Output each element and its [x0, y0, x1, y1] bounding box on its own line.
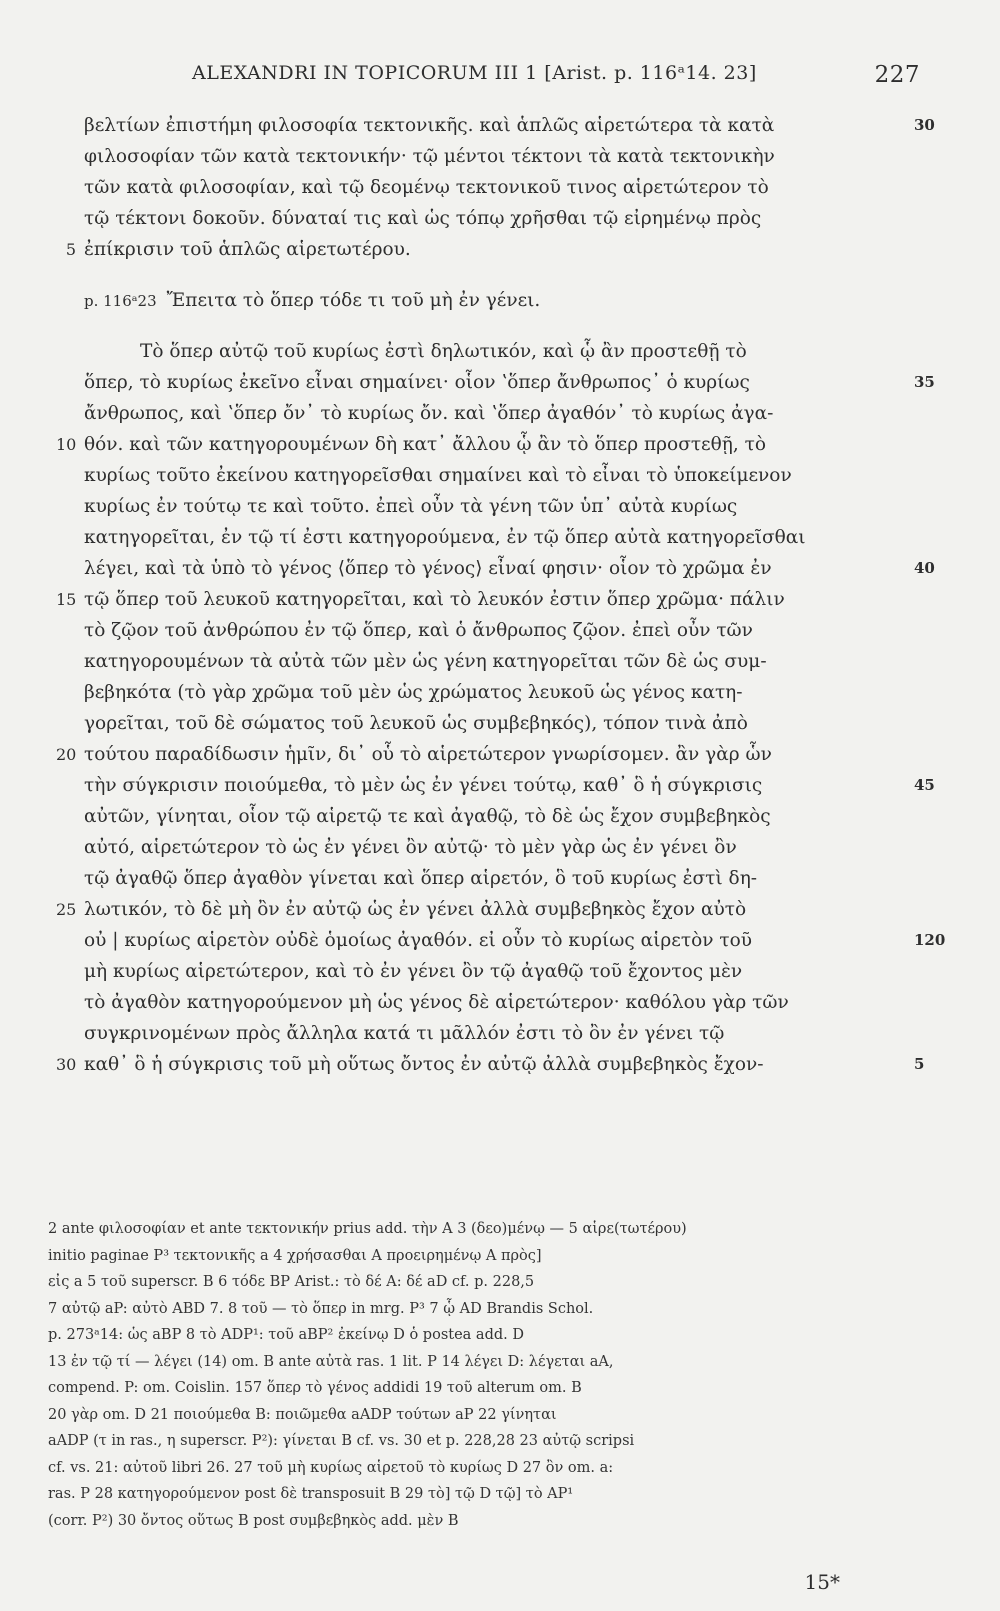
line-text	[84, 146, 775, 167]
running-title: ALEXANDRI IN TOPICORUM III 1 [Arist. p. 116ᵃ14. 23]	[192, 62, 757, 84]
line-content: λωτικόν, τὸ δὲ μὴ ὂν ἐν αὐτῷ ὡς ἐν γένει ἀλλὰ συμβεβηκὸς ἔχον αὐτὸ	[84, 899, 747, 920]
apparatus-line: 7 αὐτῷ aP: αὐτὸ ABD 7. 8 τοῦ — τὸ ὅπερ in mrg. P³ 7 ᾧ AD Brandis Schol.	[48, 1300, 594, 1317]
text-line	[84, 336, 904, 367]
marginal-number: 120	[914, 931, 946, 949]
line-content: βεβηκότα (τὸ γὰρ χρῶμα τοῦ μὲν ὡς χρώματος λευκοῦ ὡς γένος κατη-	[84, 682, 743, 703]
critical-apparatus	[48, 1216, 928, 1534]
line-content: οὐ | κυρίως αἱρετὸν οὐδὲ ὁμοίως ἀγαθόν. εἰ οὖν τὸ κυρίως αἱρετὸν τοῦ	[84, 930, 752, 951]
text-line	[84, 285, 904, 316]
marginal-number: 30	[914, 116, 935, 134]
line-text	[84, 558, 772, 579]
text-line	[84, 956, 904, 987]
line-content: τῷ τέκτονι δοκοῦν. δύναταί τις καὶ ὡς τόπῳ χρῆσθαι τῷ εἰρημένῳ πρὸς	[84, 208, 762, 229]
apparatus-line: 20 γὰρ om. D 21 ποιούμεθα B: ποιῶμεθα aADP τούτων aP 22 γίνηται	[48, 1406, 557, 1423]
line-gap	[84, 316, 904, 336]
line-number: 25	[56, 900, 77, 919]
line-content: κατηγορεῖται, ἐν τῷ τί ἐστι κατηγορούμενα, ἐν τῷ ὅπερ αὐτὰ κατηγορεῖσθαι	[84, 527, 806, 548]
line-content: φιλοσοφίαν τῶν κατὰ τεκτονικήν· τῷ μέντοι τέκτονι τὰ κατὰ τεκτονικὴν	[84, 146, 775, 167]
apparatus-line: p. 273ᵃ14: ὡς aBP 8 τὸ ADP¹: τοῦ aBP² ἐκείνῳ D ὁ postea add. D	[48, 1327, 524, 1343]
line-content: μὴ κυρίως αἱρετώτερον, καὶ τὸ ἐν γένει ὂν τῷ ἀγαθῷ τοῦ ἔχοντος μὲν	[84, 961, 743, 982]
line-content: τὸ ζῷον τοῦ ἀνθρώπου ἐν τῷ ὅπερ, καὶ ὁ ἄνθρωπος ζῷον. ἐπεὶ οὖν τῶν	[84, 620, 753, 641]
text-line	[84, 801, 904, 832]
line-content: τὸ ἀγαθὸν κατηγορούμενον μὴ ὡς γένος δὲ αἱρετώτερον· καθόλου γὰρ τῶν	[84, 992, 789, 1013]
text-line	[56, 739, 904, 770]
line-text	[84, 341, 747, 362]
line-content: κυρίως ἐν τούτῳ τε καὶ τοῦτο. ἐπεὶ οὖν τὰ γένη τῶν ὑπ᾿ αὐτὰ κυρίως	[84, 496, 738, 517]
marginal-number: 40	[914, 559, 935, 577]
text-line	[56, 584, 904, 615]
text-line	[84, 770, 935, 801]
line-content: κατηγορουμένων τὰ αὐτὰ τῶν μὲν ὡς γένη κατηγορεῖται τῶν δὲ ὡς συμ-	[84, 651, 767, 672]
text-line	[84, 491, 904, 522]
main-text	[56, 110, 946, 1080]
line-content: τῷ ὅπερ τοῦ λευκοῦ κατηγορεῖται, καὶ τὸ λευκόν ἐστιν ὅπερ χρῶμα· πάλιν	[84, 589, 785, 610]
text-line	[56, 894, 904, 925]
text-line	[84, 708, 904, 739]
line-number: 20	[56, 745, 77, 764]
page-number: 227	[874, 62, 920, 88]
line-text	[84, 620, 753, 641]
line-text	[84, 434, 766, 455]
line-content: Τὸ ὅπερ αὐτῷ τοῦ κυρίως ἐστὶ δηλωτικόν, καὶ ᾧ ἂν προστεθῇ τὸ	[140, 341, 747, 362]
apparatus-line: 2 ante φιλοσοφίαν et ante τεκτονικήν prius add. τὴν A 3 (δεο)μένῳ — 5 αἱρε(τωτέρου)	[48, 1221, 687, 1237]
line-number: 10	[56, 435, 77, 454]
line-text	[84, 208, 761, 229]
line-content: θόν. καὶ τῶν κατηγορουμένων δὴ κατ᾿ ἄλλου ᾧ ἂν τὸ ὅπερ προστεθῇ, τὸ	[84, 434, 766, 455]
line-text	[84, 1054, 763, 1075]
text-line	[84, 925, 946, 956]
text-line	[84, 460, 904, 491]
text-line	[84, 987, 904, 1018]
line-text	[84, 744, 772, 765]
text-line	[84, 677, 904, 708]
line-text	[84, 496, 737, 517]
line-content: Ἔπειτα τὸ ὅπερ τόδε τι τοῦ μὴ ἐν γένει.	[166, 290, 541, 311]
aristotle-reference: p. 116ᵃ23	[84, 292, 157, 310]
line-number: 5	[65, 240, 76, 259]
line-gap	[84, 265, 904, 285]
apparatus-line: aADP (τ in ras., η superscr. P²): γίνεται B cf. vs. 30 et p. 228,28 23 αὐτῷ scripsi	[48, 1433, 635, 1449]
line-content: τῶν κατὰ φιλοσοφίαν, καὶ τῷ δεομένῳ τεκτονικοῦ τινος αἱρετώτερον τὸ	[84, 177, 769, 198]
apparatus-line: cf. vs. 21: αὐτοῦ libri 26. 27 τοῦ μὴ κυρίως αἱρετοῦ τὸ κυρίως D 27 ὂν om. a:	[48, 1459, 614, 1476]
line-text	[84, 930, 752, 951]
line-content: αὐτό, αἱρετώτερον τὸ ὡς ἐν γένει ὂν αὐτῷ· τὸ μὲν γὰρ ὡς ἐν γένει ὂν	[84, 837, 737, 858]
line-content: ἐπίκρισιν τοῦ ἁπλῶς αἱρετωτέρου.	[84, 239, 411, 260]
line-content: αὐτῶν, γίνηται, οἷον τῷ αἱρετῷ τε καὶ ἀγαθῷ, τὸ δὲ ὡς ἔχον συμβεβηκὸς	[84, 806, 771, 827]
text-line	[84, 522, 904, 553]
text-line	[84, 367, 935, 398]
line-text	[84, 589, 785, 610]
page-header	[150, 58, 920, 98]
apparatus-line: εἰς a 5 τοῦ superscr. B 6 τόδε BP Arist.: τὸ δέ A: δέ aD cf. p. 228,5	[48, 1274, 535, 1290]
apparatus-line: ras. P 28 κατηγορούμενον post δὲ transposuit B 29 τὸ] τῷ D τῷ] τὸ AP¹	[48, 1486, 574, 1502]
line-content: τῷ ἀγαθῷ ὅπερ ἀγαθὸν γίνεται καὶ ὅπερ αἱρετόν, ὃ τοῦ κυρίως ἐστὶ δη-	[84, 868, 758, 889]
line-text	[84, 527, 806, 548]
text-line	[84, 172, 904, 203]
line-text	[84, 899, 746, 920]
line-content: ὅπερ, τὸ κυρίως ἐκεῖνο εἶναι σημαίνει· οἷον ʽὅπερ ἄνθρωπος᾿ ὁ κυρίως	[84, 372, 750, 393]
line-text	[84, 1023, 724, 1044]
apparatus-line: initio paginae P³ τεκτονικῆς a 4 χρήσασθαι A προειρημένῳ A πρὸς]	[48, 1247, 542, 1264]
text-line	[56, 1049, 925, 1080]
line-text	[84, 403, 773, 424]
line-content: κυρίως τοῦτο ἐκείνου κατηγορεῖσθαι σημαίνει καὶ τὸ εἶναι τὸ ὑποκείμενον	[84, 465, 792, 486]
text-line	[84, 553, 935, 584]
line-number: 30	[56, 1055, 77, 1074]
line-text	[84, 837, 737, 858]
text-line	[65, 234, 904, 265]
text-line	[84, 110, 935, 141]
line-text	[84, 713, 748, 734]
marginal-number: 35	[914, 373, 935, 391]
text-line	[84, 1018, 904, 1049]
text-line	[84, 398, 904, 429]
text-line	[84, 863, 904, 894]
apparatus-line: 13 ἐν τῷ τί — λέγει (14) om. B ante αὐτὰ ras. 1 lit. P 14 λέγει D: λέγεται aA,	[48, 1353, 614, 1370]
line-content: λέγει, καὶ τὰ ὑπὸ τὸ γένος ⟨ὅπερ τὸ γένος⟩ εἶναί φησιν· οἷον τὸ χρῶμα ἐν	[84, 558, 772, 579]
line-content: βελτίων ἐπιστήμη φιλοσοφία τεκτονικῆς. καὶ ἁπλῶς αἱρετώτερα τὰ κατὰ	[84, 115, 775, 136]
line-text	[84, 806, 771, 827]
text-line	[56, 429, 904, 460]
text-line	[84, 615, 904, 646]
line-content: συγκρινομένων πρὸς ἄλληλα κατά τι μᾶλλόν ἐστι τὸ ὂν ἐν γένει τῷ	[84, 1023, 725, 1044]
apparatus-line: compend. P: om. Coislin. 157 ὅπερ τὸ γένος addidi 19 τοῦ alterum om. B	[48, 1380, 582, 1396]
line-text	[84, 992, 789, 1013]
line-text	[84, 239, 411, 260]
line-text	[84, 651, 767, 672]
line-content: καθ᾿ ὃ ἡ σύγκρισις τοῦ μὴ οὕτως ὄντος ἐν αὐτῷ ἀλλὰ συμβεβηκὸς ἔχον-	[84, 1054, 764, 1075]
marginal-number: 5	[914, 1055, 925, 1073]
line-text	[84, 961, 742, 982]
line-content: τούτου παραδίδωσιν ἡμῖν, δι᾿ οὗ τὸ αἱρετώτερον γνωρίσομεν. ἂν γὰρ ὧν	[84, 744, 772, 765]
line-text	[84, 868, 757, 889]
line-text	[84, 682, 743, 703]
line-text	[84, 775, 762, 796]
signature-mark: 15*	[804, 1570, 840, 1594]
text-line	[84, 141, 904, 172]
line-text	[84, 177, 769, 198]
line-text	[84, 290, 540, 311]
marginal-number: 45	[914, 776, 935, 794]
text-line	[84, 646, 904, 677]
line-number: 15	[56, 590, 77, 609]
apparatus-line: (corr. P²) 30 ὄντος οὕτως B post συμβεβηκὸς add. μὲν B	[48, 1512, 459, 1529]
line-text	[84, 115, 774, 136]
text-line	[84, 203, 904, 234]
line-text	[84, 465, 792, 486]
line-content: γορεῖται, τοῦ δὲ σώματος τοῦ λευκοῦ ὡς συμβεβηκός), τόπον τινὰ ἀπὸ	[84, 713, 748, 734]
text-line	[84, 832, 904, 863]
line-content: τὴν σύγκρισιν ποιούμεθα, τὸ μὲν ὡς ἐν γένει τούτῳ, καθ᾿ ὃ ἡ σύγκρισις	[84, 775, 763, 796]
line-text	[84, 372, 750, 393]
line-content: ἄνθρωπος, καὶ ʽὅπερ ὄν᾿ τὸ κυρίως ὄν. καὶ ʽὅπερ ἀγαθόν᾿ τὸ κυρίως ἀγα-	[84, 403, 774, 424]
